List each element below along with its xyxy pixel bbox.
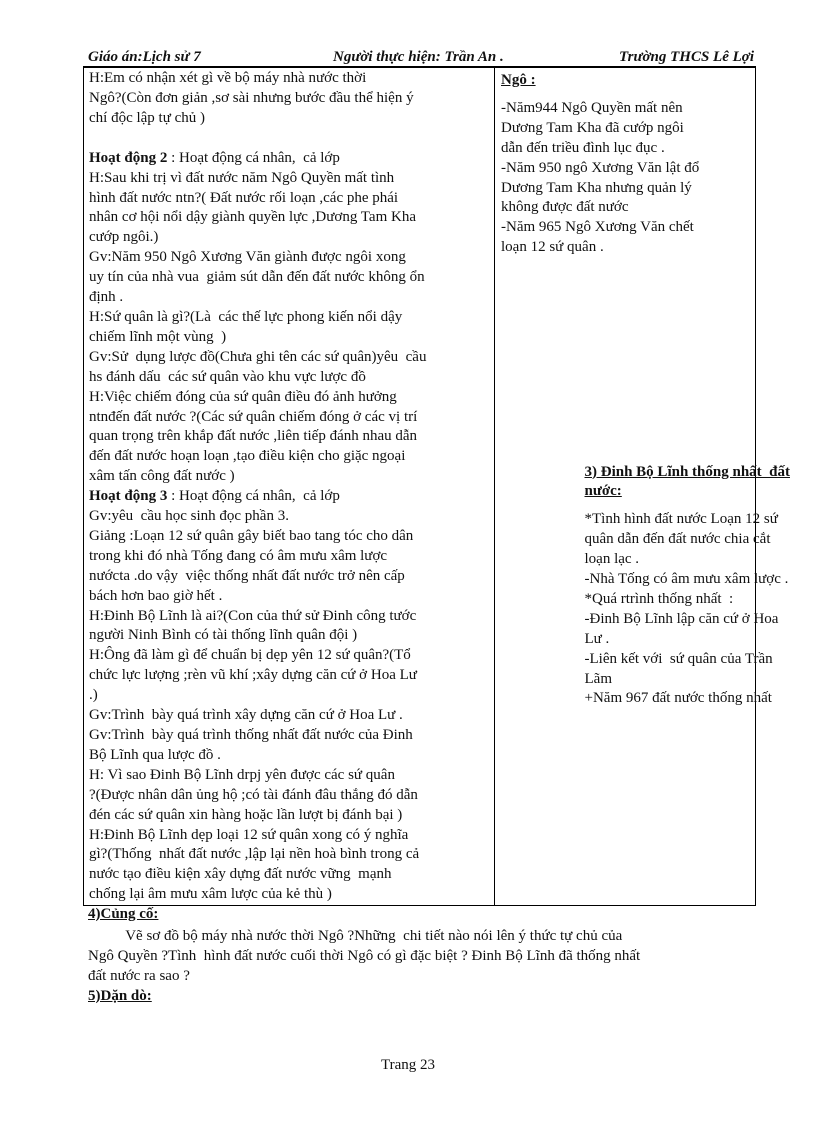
header-subject: Giáo án:Lịch sử 7 bbox=[88, 49, 201, 65]
activity-label: Hoạt động 3 bbox=[89, 488, 172, 505]
text-line: H:Đinh Bộ Lĩnh dẹp loại 12 sứ quân xong có ý nghĩa bbox=[89, 826, 409, 843]
spacer bbox=[89, 129, 490, 149]
text-line: Bộ Lĩnh qua lược đồ . bbox=[89, 746, 221, 763]
section-heading: 3) Đinh Bộ Lĩnh thống nhất đất bbox=[584, 463, 790, 480]
text-line: gì?(Thống nhất đất nước ,lập lại nền hoà bình trong cả bbox=[89, 846, 420, 863]
header-school: Trường THCS Lê Lợi bbox=[619, 49, 754, 65]
text-line: loạn 12 sứ quân . bbox=[501, 239, 604, 256]
text-line: loạn lạc . bbox=[584, 551, 640, 568]
text-line: ntnđến đất nước ?(Các sứ quân chiếm đóng ở các vị trí bbox=[89, 408, 418, 425]
cung-co-title: 4)Củng cố: bbox=[88, 906, 159, 922]
text-line: H:Em có nhận xét gì về bộ máy nhà nước thời bbox=[89, 70, 367, 86]
header-teacher: Người thực hiện: Trần An . bbox=[333, 49, 504, 65]
dinh-bo-linh-section bbox=[585, 463, 816, 710]
text-line: Giảng :Loạn 12 sứ quân gây biết bao tang tóc cho dân bbox=[89, 527, 414, 544]
text-line: xâm tấn công đất nước ) bbox=[89, 468, 235, 485]
text-line: Lãm bbox=[584, 670, 612, 687]
text-line: Gv:Năm 950 Ngô Xương Văn giành được ngôi xong bbox=[89, 249, 406, 266]
lesson-content bbox=[495, 68, 790, 707]
text-line: chống lại âm mưu xâm lược của kẻ thù ) bbox=[89, 886, 332, 903]
text-line: Ngô Quyền ?Tình hình đất nước cuối thời Ngô có gì đặc biệt ? Đinh Bộ Lĩnh đã thống nhất bbox=[88, 948, 641, 964]
teacher-activities bbox=[84, 68, 494, 905]
text-line: quan trọng trên khắp đất nước ,liên tiếp đánh nhau dẫn bbox=[89, 428, 418, 445]
text-line: Gv:Trình bày quá trình thống nhất đất nước của Đinh bbox=[89, 727, 413, 743]
text-line: cướp ngôi.) bbox=[89, 229, 159, 246]
text-line: Gv:Trình bày quá trình xây dựng căn cứ ở Hoa Lư . bbox=[89, 707, 403, 724]
text-line: *Tình hình đất nước Loạn 12 sứ bbox=[584, 511, 778, 528]
text-line: +Năm 967 đất nước thống nhất bbox=[584, 690, 772, 707]
text-line: đến đất nước hoạn loạn ,tạo điều kiện cho giặc ngoại bbox=[89, 448, 406, 465]
text-line: hs đánh dấu các sứ quân vào khu vực lược đồ bbox=[89, 368, 366, 385]
page-header bbox=[88, 49, 754, 67]
text-line: H:Ông đã làm gì để chuẩn bị dẹp yên 12 sứ quân?(Tổ bbox=[89, 647, 411, 664]
text-line: đén các sứ quân xin hàng hoặc lần lượt bị đánh bại ) bbox=[89, 806, 403, 823]
text-line: nhân cơ hội nổi dậy giành quyền lực ,Dương Tam Kha bbox=[89, 209, 416, 226]
text-line: -Liên kết với sứ quân của Trần bbox=[584, 650, 773, 667]
text-line: người Ninh Bình có tài thống lĩnh quân đội ) bbox=[89, 627, 358, 644]
text-line: trong khi đó nhà Tống đang có âm mưu xâm lược bbox=[89, 547, 388, 564]
text-line: bách hơn bao giờ hết . bbox=[89, 587, 223, 604]
text-line: H:Đinh Bộ Lĩnh là ai?(Con của thứ sử Đinh công tước bbox=[89, 607, 417, 624]
lesson-content-cell bbox=[495, 68, 790, 906]
text-line: chức lực lượng ;rèn vũ khí ;xây dựng căn cứ ở Hoa Lư bbox=[89, 667, 417, 684]
text-line: quân dẫn đến đất nước chia cắt bbox=[584, 531, 771, 548]
text-line: nướcta .do vậy việc thống nhất đất nước trở nên cấp bbox=[89, 567, 405, 584]
text-line: đất nước ra sao ? bbox=[88, 968, 190, 984]
text-line: *Quá rtrình thống nhất : bbox=[584, 590, 734, 607]
section-heading: Ngô : bbox=[501, 72, 536, 88]
text-line: Ngô?(Còn đơn giản ,sơ sài nhưng bước đầu thể hiện ý bbox=[89, 89, 414, 106]
spacer bbox=[501, 91, 749, 99]
text-line: ?(Được nhân dân ủng hộ ;có tài đánh đâu thắng đó dẫn bbox=[89, 786, 418, 803]
text-line: -Năm 950 ngô Xương Văn lật đổ bbox=[501, 159, 700, 176]
lesson-table bbox=[83, 67, 790, 906]
text-line: .) bbox=[89, 687, 98, 704]
text-line: dẫn đến triều đình lục đục . bbox=[501, 139, 665, 156]
activity-heading: Hoạt động 3 : Hoạt động cá nhân, cả lớp bbox=[89, 488, 340, 505]
ngo-section bbox=[501, 71, 749, 258]
text-line: nước tạo điều kiện xây dựng đất nước vững mạnh bbox=[89, 866, 392, 883]
text-line: H:Sứ quân là gì?(Là các thế lực phong kiến nổi dậy bbox=[89, 308, 403, 325]
text-line: H: Vì sao Đinh Bộ Lĩnh drpj yên được các sứ quân bbox=[89, 766, 395, 783]
text-line: Dương Tam Kha nhưng quản lý bbox=[501, 179, 692, 196]
spacer bbox=[585, 502, 816, 510]
text-line: không được đất nước bbox=[501, 199, 629, 216]
text-line: Lư . bbox=[584, 630, 610, 647]
text-line: -Nhà Tống có âm mưu xâm lược . bbox=[584, 571, 789, 588]
text-line: H:Việc chiếm đóng của sứ quân điều đó ảnh hưởng bbox=[89, 388, 397, 405]
text-line: Dương Tam Kha đã cướp ngôi bbox=[501, 119, 684, 136]
page-number: Trang 23 bbox=[380, 1057, 436, 1073]
text-line: -Năm944 Ngô Quyền mất nên bbox=[501, 99, 683, 116]
text-line: Gv:Sử dụng lược đồ(Chưa ghi tên các sứ quân)yêu cầu bbox=[89, 348, 427, 365]
text-line: Gv:yêu cầu học sinh đọc phần 3. bbox=[89, 508, 289, 525]
activity-heading: Hoạt động 2 : Hoạt động cá nhân, cả lớp bbox=[89, 149, 340, 166]
cung-co-text bbox=[88, 926, 756, 986]
activity-label: Hoạt động 2 bbox=[89, 149, 172, 166]
text-line: Vẽ sơ đồ bộ máy nhà nước thời Ngô ?Những chi tiết nào nói lên ý thức tự chủ của bbox=[88, 928, 623, 944]
dan-do-title: 5)Dặn dò: bbox=[88, 988, 152, 1004]
text-line: H:Sau khi trị vì đất nước năm Ngô Quyền mất tình bbox=[89, 169, 395, 186]
text-line: -Năm 965 Ngô Xương Văn chết bbox=[501, 219, 694, 236]
teacher-activities-cell bbox=[84, 68, 495, 906]
text-line: uy tín của nhà vua giảm sút dẫn đến đất nước không ổn bbox=[89, 269, 425, 286]
text-line: chí độc lập tự chủ ) bbox=[89, 109, 206, 126]
text-line: -Đinh Bộ Lĩnh lập căn cứ ở Hoa bbox=[584, 610, 779, 627]
text-line: định . bbox=[89, 289, 124, 306]
section-heading: nước: bbox=[584, 483, 622, 500]
text-line: hình đất nước ntn?( Đất nước rối loạn ,các phe phái bbox=[89, 189, 399, 206]
text-line: chiếm lĩnh một vùng ) bbox=[89, 328, 227, 345]
